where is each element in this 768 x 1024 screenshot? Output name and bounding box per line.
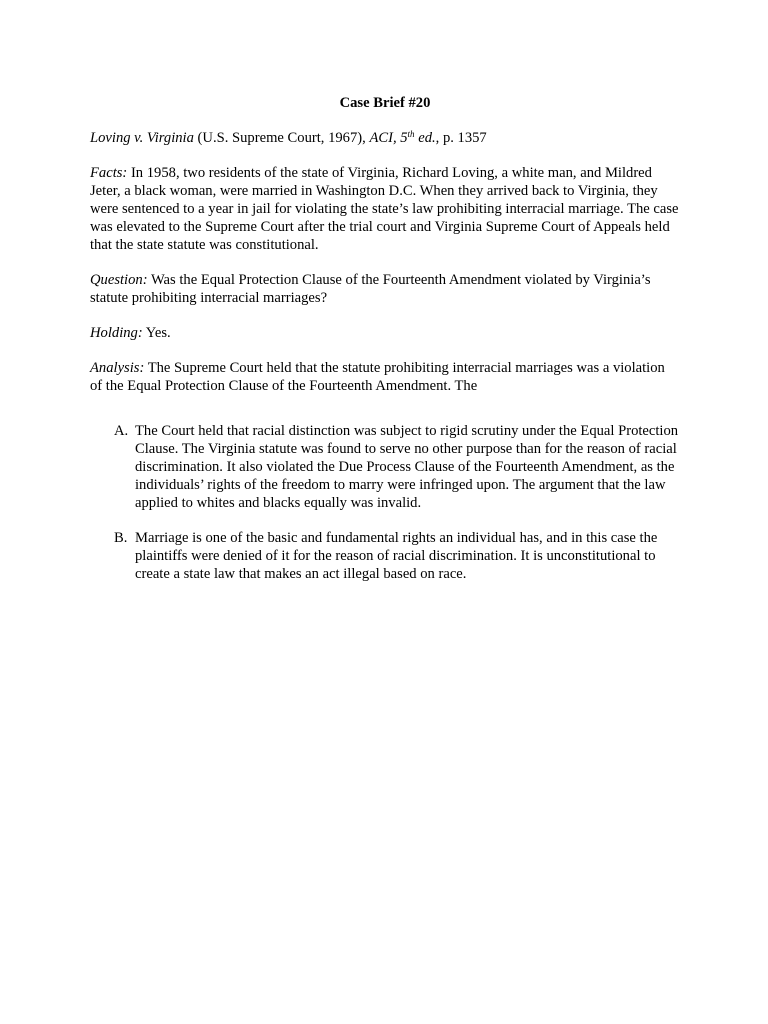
list-item-text: Marriage is one of the basic and fundamental rights an individual has, and in this case the plaintiffs were denied of it for the reason of racial discrimination. It is unconstitutional to create a state law that makes an act illegal based on race. bbox=[135, 530, 658, 582]
edition-ordinal: th bbox=[407, 129, 415, 139]
edition-suffix: ed. bbox=[414, 130, 436, 146]
analysis-label: Analysis: bbox=[90, 360, 145, 376]
list-item bbox=[90, 529, 680, 583]
holding-section bbox=[90, 324, 680, 342]
analysis-text: The Supreme Court held that the statute prohibiting interracial marriages was a violation of the Equal Protection Clause of the Fourteenth Amendment. The bbox=[90, 360, 665, 394]
facts-section bbox=[90, 164, 680, 254]
facts-label: Facts: bbox=[90, 165, 128, 181]
document-title: Case Brief #20 bbox=[339, 95, 431, 111]
question-section bbox=[90, 271, 680, 307]
list-marker: A. bbox=[114, 423, 129, 439]
edition-number: 5 bbox=[400, 130, 408, 146]
case-citation bbox=[90, 129, 680, 147]
source-abbrev: ACI bbox=[369, 130, 393, 146]
question-text: Was the Equal Protection Clause of the Fourteenth Amendment violated by Virginia’s statute prohibiting interracial marriages? bbox=[90, 272, 651, 306]
question-label: Question: bbox=[90, 272, 148, 288]
document-page bbox=[90, 94, 680, 600]
holding-text: Yes. bbox=[142, 325, 171, 341]
holding-label: Holding: bbox=[90, 325, 143, 341]
page-reference: , p. 1357 bbox=[435, 130, 487, 146]
case-name: Loving v. Virginia bbox=[90, 130, 194, 146]
source-separator: , bbox=[392, 130, 401, 146]
court-year: (U.S. Supreme Court, 1967), bbox=[193, 130, 370, 146]
analysis-section bbox=[90, 359, 680, 395]
list-marker: B. bbox=[114, 530, 128, 546]
list-item-text: The Court held that racial distinction was subject to rigid scrutiny under the Equal Protection Clause. The Virginia statute was found to serve no other purpose than for the reason of racial discrimination. It also violated the Due Process Clause of the Fourteenth Amendment, as the individuals’ rights of the freedom to marry were infringed upon. The argument that the law applied to whites and blacks equally was invalid. bbox=[135, 423, 679, 511]
analysis-points-list bbox=[90, 422, 680, 583]
list-item bbox=[90, 422, 680, 512]
facts-text: In 1958, two residents of the state of Virginia, Richard Loving, a white man, and Mildred Jeter, a black woman, were married in Washington D.C. When they arrived back to Virginia, they were sentenced to a year in jail for violating the state’s law prohibiting interracial marriage. The case was elevated to the Supreme Court after the trial court and Virginia Supreme Court of Appeals held that the state statute was constitutional. bbox=[90, 165, 679, 253]
